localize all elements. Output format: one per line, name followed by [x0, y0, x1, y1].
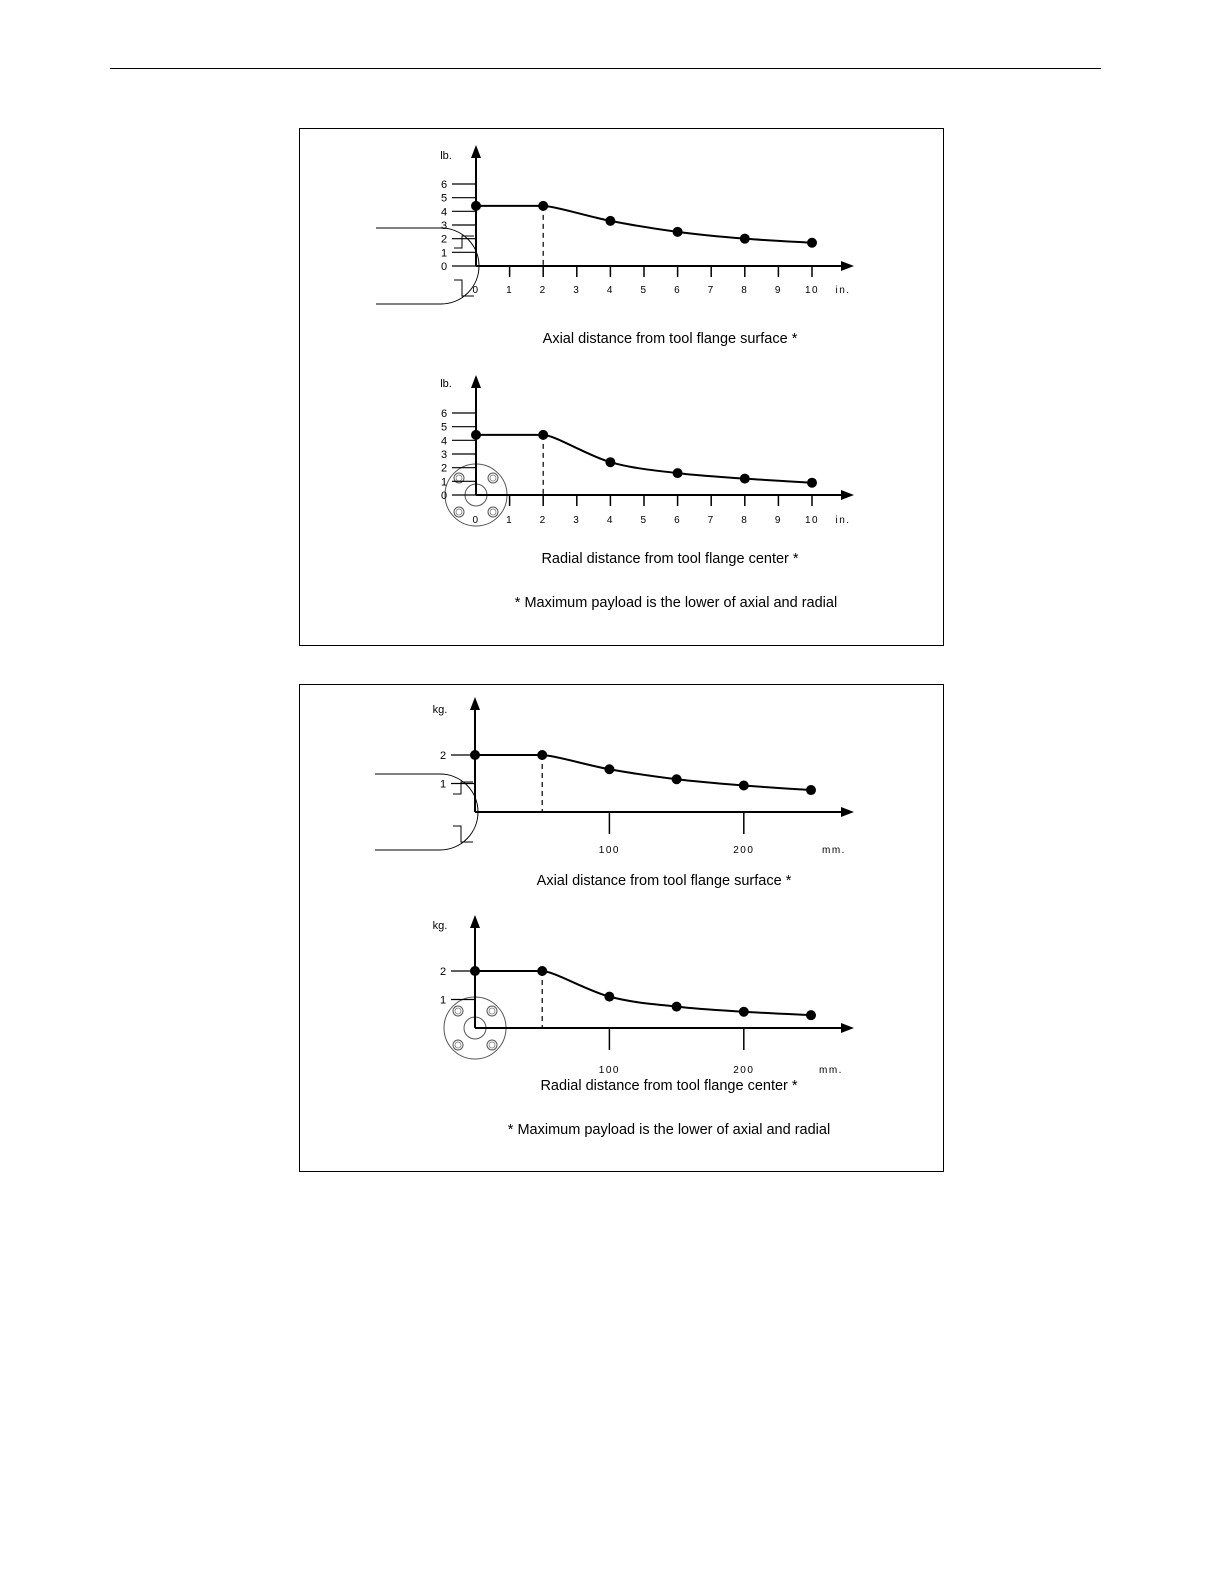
- x-axis-arrow-icon: [841, 807, 854, 817]
- payload-data-point: [739, 1007, 749, 1017]
- x-tick-label: 8: [741, 515, 749, 526]
- x-tick-label: 6: [674, 515, 682, 526]
- chart-3: [375, 697, 854, 889]
- flange-bolt-hole-inner-icon: [490, 475, 496, 481]
- x-axis-title: Radial distance from tool flange center *: [541, 551, 799, 567]
- y-tick-label: 5: [440, 421, 448, 434]
- payload-data-point: [807, 478, 817, 488]
- x-axis-arrow-icon: [841, 1023, 854, 1033]
- payload-data-point: [471, 201, 481, 211]
- x-tick-label: 7: [707, 285, 715, 296]
- flange-bolt-hole-inner-icon: [456, 475, 462, 481]
- y-axis-arrow-icon: [471, 375, 481, 388]
- y-tick-label: 6: [440, 408, 448, 420]
- x-tick-label: 100: [598, 845, 620, 856]
- x-axis-title: Axial distance from tool flange surface *: [542, 331, 798, 347]
- x-tick-label: 9: [774, 515, 782, 526]
- x-tick-label: 1: [506, 285, 514, 296]
- y-tick-label: 0: [440, 261, 448, 273]
- flange-bolt-hole-icon: [453, 1006, 463, 1016]
- y-tick-label: 5: [440, 192, 448, 205]
- y-axis-arrow-icon: [470, 697, 480, 710]
- payload-data-point: [538, 430, 548, 440]
- flange-bolt-hole-icon: [487, 1006, 497, 1016]
- payload-footnote: * Maximum payload is the lower of axial and radial: [514, 595, 838, 611]
- payload-data-point: [537, 966, 547, 976]
- payload-data-point: [806, 1010, 816, 1020]
- flange-bolt-hole-inner-icon: [489, 1042, 495, 1048]
- x-tick-label: 9: [774, 285, 782, 296]
- flange-bolt-hole-icon: [453, 1040, 463, 1050]
- payload-data-point: [673, 468, 683, 478]
- payload-chart-panel-lb: [299, 128, 944, 646]
- payload-data-point: [605, 457, 615, 467]
- payload-series-line: [476, 206, 812, 243]
- x-axis-unit-label: in.: [835, 285, 851, 296]
- payload-footnote: * Maximum payload is the lower of axial and radial: [507, 1122, 831, 1138]
- payload-data-point: [538, 201, 548, 211]
- x-axis-title: Axial distance from tool flange surface *: [536, 873, 792, 889]
- flange-bolt-hole-inner-icon: [456, 509, 462, 515]
- flange-step-icon: [453, 782, 473, 842]
- payload-series-line: [476, 435, 812, 483]
- x-tick-label: 10: [804, 285, 820, 296]
- tool-flange-side-icon: [375, 774, 478, 850]
- x-tick-label: 5: [640, 515, 648, 526]
- x-tick-label: 100: [598, 1065, 620, 1076]
- x-tick-label: 1: [506, 515, 514, 526]
- payload-series-line: [475, 971, 811, 1015]
- flange-bolt-hole-icon: [454, 507, 464, 517]
- payload-data-point: [604, 992, 614, 1002]
- payload-charts-kg-svg: [300, 685, 943, 1171]
- x-tick-label: 200: [733, 1065, 755, 1076]
- flange-bolt-hole-icon: [487, 1040, 497, 1050]
- flange-bolt-hole-inner-icon: [455, 1042, 461, 1048]
- y-axis-arrow-icon: [471, 145, 481, 158]
- payload-data-point: [470, 966, 480, 976]
- payload-series-line: [475, 755, 811, 790]
- y-tick-label: 3: [440, 449, 448, 461]
- flange-bolt-hole-inner-icon: [490, 509, 496, 515]
- x-tick-label: 6: [674, 285, 682, 296]
- payload-data-point: [604, 764, 614, 774]
- x-axis-unit-label: mm.: [819, 1065, 843, 1076]
- x-axis-unit-label: in.: [835, 515, 851, 526]
- chart-1: [376, 145, 854, 347]
- payload-data-point: [740, 234, 750, 244]
- y-tick-label: 1: [439, 994, 447, 1007]
- payload-data-point: [605, 216, 615, 226]
- y-tick-label: 1: [440, 476, 448, 489]
- y-tick-label: 1: [439, 778, 447, 791]
- y-tick-label: 2: [440, 233, 448, 246]
- y-axis-label: kg.: [432, 920, 448, 932]
- x-axis-arrow-icon: [841, 490, 854, 500]
- y-tick-label: 1: [440, 247, 448, 260]
- y-tick-label: 2: [440, 462, 448, 475]
- payload-chart-panel-kg: [299, 684, 944, 1172]
- chart-2: [440, 375, 854, 611]
- x-axis-title: Radial distance from tool flange center *: [540, 1078, 798, 1094]
- y-tick-label: 4: [440, 206, 448, 219]
- x-tick-label: 0: [472, 285, 480, 296]
- y-tick-label: 6: [440, 179, 448, 191]
- payload-data-point: [807, 238, 817, 248]
- payload-data-point: [739, 780, 749, 790]
- chart-4: [433, 915, 854, 1138]
- payload-data-point: [471, 430, 481, 440]
- payload-data-point: [537, 750, 547, 760]
- y-tick-label: 2: [439, 750, 447, 762]
- y-tick-label: 0: [440, 490, 448, 502]
- y-axis-label: lb.: [440, 378, 452, 390]
- x-tick-label: 3: [573, 285, 581, 296]
- x-tick-label: 4: [606, 515, 614, 526]
- payload-data-point: [672, 1002, 682, 1012]
- x-axis-unit-label: mm.: [822, 845, 846, 856]
- y-axis-label: kg.: [432, 704, 448, 716]
- flange-bolt-hole-inner-icon: [455, 1008, 461, 1014]
- flange-bolt-hole-icon: [488, 473, 498, 483]
- x-tick-label: 7: [707, 515, 715, 526]
- y-tick-label: 4: [440, 435, 448, 448]
- x-tick-label: 0: [472, 515, 480, 526]
- flange-bolt-hole-icon: [488, 507, 498, 517]
- x-tick-label: 5: [640, 285, 648, 296]
- x-tick-label: 3: [573, 515, 581, 526]
- x-tick-label: 10: [804, 515, 820, 526]
- payload-charts-lb-svg: [300, 129, 943, 645]
- header-rule: [110, 68, 1101, 69]
- x-tick-label: 2: [539, 285, 547, 296]
- payload-data-point: [470, 750, 480, 760]
- y-axis-label: lb.: [440, 150, 452, 162]
- payload-data-point: [806, 785, 816, 795]
- payload-data-point: [740, 474, 750, 484]
- y-tick-label: 3: [440, 220, 448, 232]
- flange-bolt-hole-inner-icon: [489, 1008, 495, 1014]
- y-axis-arrow-icon: [470, 915, 480, 928]
- x-tick-label: 8: [741, 285, 749, 296]
- x-tick-label: 200: [733, 845, 755, 856]
- y-tick-label: 2: [439, 966, 447, 978]
- x-axis-arrow-icon: [841, 261, 854, 271]
- x-tick-label: 2: [539, 515, 547, 526]
- payload-data-point: [672, 774, 682, 784]
- x-tick-label: 4: [606, 285, 614, 296]
- payload-data-point: [673, 227, 683, 237]
